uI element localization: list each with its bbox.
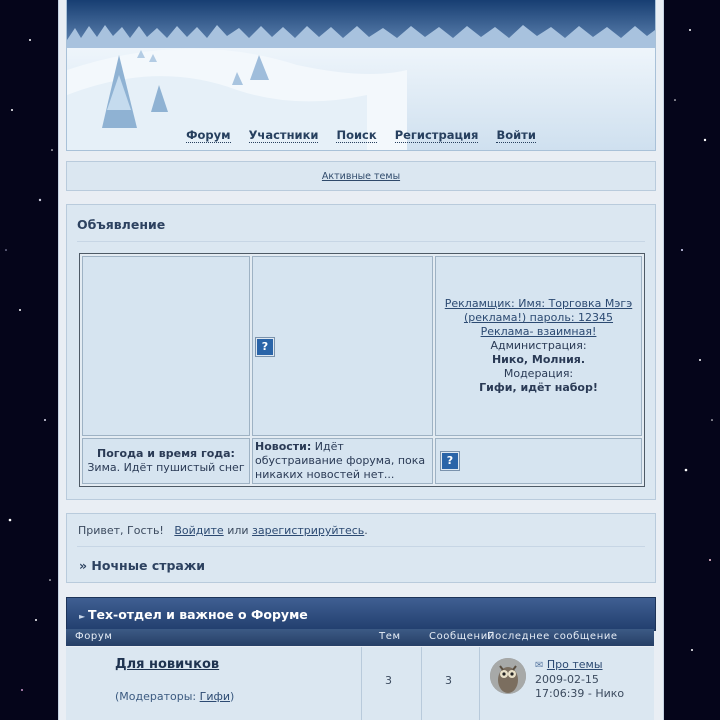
arrow-right-icon: ►: [79, 612, 88, 621]
last-post-info: [535, 658, 624, 701]
header-banner: [66, 0, 656, 151]
moderators-label: Модераторы:: [119, 690, 197, 703]
empty-cell: [82, 256, 250, 436]
nav-forum-link[interactable]: Форум: [186, 128, 231, 142]
announcement-table: [79, 253, 645, 487]
column-topics: Тем: [379, 631, 401, 642]
image-cell: [252, 256, 433, 436]
column-last-post: Последнее сообщение: [487, 631, 618, 642]
nav-login-link[interactable]: Войти: [496, 128, 536, 142]
last-post-time-author: 17:06:39 - Нико: [535, 687, 625, 700]
owl-avatar-image: [490, 658, 526, 694]
avatar[interactable]: [490, 658, 526, 694]
login-link[interactable]: Войдите: [174, 524, 224, 537]
weather-title: Погода и время года:: [97, 447, 235, 460]
news-cell: [252, 438, 433, 484]
broken-image-icon: ?: [441, 452, 459, 470]
greeting-hello: Привет, Гость!: [78, 524, 164, 537]
moderator-link[interactable]: Гифи: [199, 690, 231, 703]
last-topic-link[interactable]: Про темы: [546, 658, 603, 671]
weather-cell: [82, 438, 250, 484]
forum-moderators: (Модераторы: Гифи): [115, 690, 235, 703]
announcement-panel: [66, 204, 656, 500]
active-topics-link[interactable]: Активные темы: [321, 171, 401, 182]
news-text: Идёт обустраивание форума, пока никаких новостей нет...: [255, 440, 426, 481]
topics-count-cell: [361, 647, 421, 720]
active-topics-bar: [66, 161, 656, 191]
posts-count-cell: [421, 647, 479, 720]
weather-text: Зима. Идёт пушистый снег: [87, 461, 245, 474]
forum-name-link[interactable]: Для новичков: [115, 657, 220, 672]
section-title: » Ночные стражи: [79, 558, 206, 573]
advertiser-password-link[interactable]: (реклама!) пароль: 12345: [463, 311, 614, 324]
last-post-date: 2009-02-15: [535, 673, 599, 686]
envelope-icon: ✉: [535, 660, 544, 671]
advertising-cell: [435, 256, 642, 436]
news-label: Новости:: [255, 440, 312, 453]
greeting-text: [78, 524, 368, 537]
greeting-period: .: [364, 524, 368, 537]
category-title-text: Тех-отдел и важное о Форуме: [87, 607, 308, 622]
category-title: [79, 607, 308, 622]
moderator-names: Гифи, идёт набор!: [479, 381, 598, 394]
greeting-or: или: [227, 524, 249, 537]
nav-members-link[interactable]: Участники: [248, 128, 319, 142]
mutual-ads-link[interactable]: Реклама- взаимная!: [480, 325, 597, 338]
nav-register-link[interactable]: Регистрация: [394, 128, 479, 142]
forum-row: [66, 647, 654, 720]
forum-column-headers: [66, 629, 654, 646]
column-posts: Сообщений: [429, 631, 495, 642]
announcement-title: Объявление: [77, 217, 166, 232]
main-navigation: [67, 128, 655, 142]
advertiser-link[interactable]: Рекламщик: Имя: Торговка Мэгэ: [444, 297, 633, 310]
image-cell-2: [435, 438, 642, 484]
register-link[interactable]: зарегистрируйтесь: [252, 524, 365, 537]
moderation-label: Модерация:: [503, 367, 574, 380]
nav-search-link[interactable]: Поиск: [336, 128, 377, 142]
category-header[interactable]: [66, 597, 656, 631]
greeting-panel: [66, 513, 656, 583]
admin-label: Администрация:: [490, 339, 587, 352]
topics-count: 3: [385, 674, 392, 687]
forum-page: [58, 0, 664, 720]
divider: [77, 546, 645, 547]
divider: [77, 241, 645, 242]
admin-names: Нико, Молния.: [491, 353, 586, 366]
posts-count: 3: [445, 674, 452, 687]
broken-image-icon: ?: [256, 338, 274, 356]
column-forum: Форум: [75, 631, 113, 642]
